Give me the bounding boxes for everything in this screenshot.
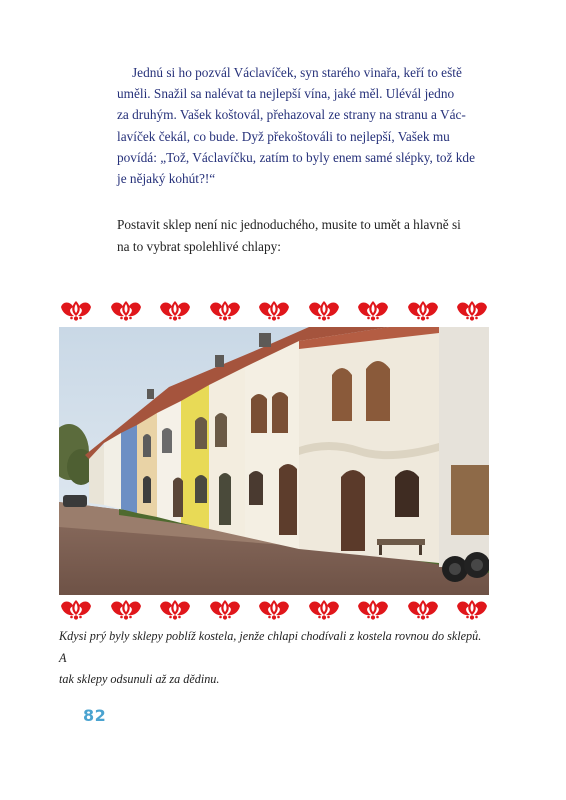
folk-tulip-icon — [406, 298, 440, 322]
folk-tulip-icon — [109, 597, 143, 621]
page-number: 82 — [83, 706, 107, 725]
folk-tulip-icon — [356, 298, 390, 322]
folk-tulip-icon — [158, 597, 192, 621]
folk-tulip-icon — [455, 597, 489, 621]
intro-line: na to vybrat spolehlivé chlapy: — [117, 238, 281, 254]
folk-tulip-icon — [208, 597, 242, 621]
folk-tulip-icon — [307, 597, 341, 621]
ornament-border-bottom — [59, 596, 489, 622]
dialect-line: lavíček čekál, co bude. Dyž překoštováli to nejlepší, Vašek mu — [117, 128, 450, 144]
folk-tulip-icon — [406, 597, 440, 621]
folk-tulip-icon — [59, 298, 93, 322]
row-of-colorful-wine-cellars-photo — [59, 327, 489, 595]
dialect-line: povídá: „Tož, Václavíčku, zatím to byly enem samé slépky, tož kde — [117, 149, 475, 165]
dialect-line: uměli. Snažil sa nalévat ta nejlepší vína, jaké měl. Ulévál jedno — [117, 86, 455, 102]
folk-tulip-icon — [257, 597, 291, 621]
folk-tulip-icon — [455, 298, 489, 322]
folk-tulip-icon — [158, 298, 192, 322]
dialect-line: je nějaký kohút?!“ — [117, 171, 216, 187]
folk-tulip-icon — [59, 597, 93, 621]
caption-line: Kdysi prý byly sklepy poblíž kostela, jenže chlapi chodívali z kostela rovnou do sklepů. A — [59, 629, 482, 665]
caption-line: tak sklepy odsunuli až za dědinu. — [59, 672, 220, 686]
folk-tulip-icon — [307, 298, 341, 322]
folk-tulip-icon — [257, 298, 291, 322]
folk-tulip-icon — [208, 298, 242, 322]
dialect-paragraph — [117, 62, 494, 189]
folk-tulip-icon — [109, 298, 143, 322]
intro-line: Postavit sklep není nic jednoduchého, musite to umět a hlavně si — [117, 217, 461, 232]
dialect-line: za druhým. Vašek koštovál, přehazoval ze strany na stranu a Vác- — [117, 107, 466, 123]
photo-caption — [59, 626, 491, 691]
intro-paragraph — [117, 214, 494, 257]
ornament-border-top — [59, 297, 489, 323]
folk-tulip-icon — [356, 597, 390, 621]
dialect-line: Jednú si ho pozvál Václavíček, syn starého vinařa, keří to eště — [132, 65, 462, 80]
